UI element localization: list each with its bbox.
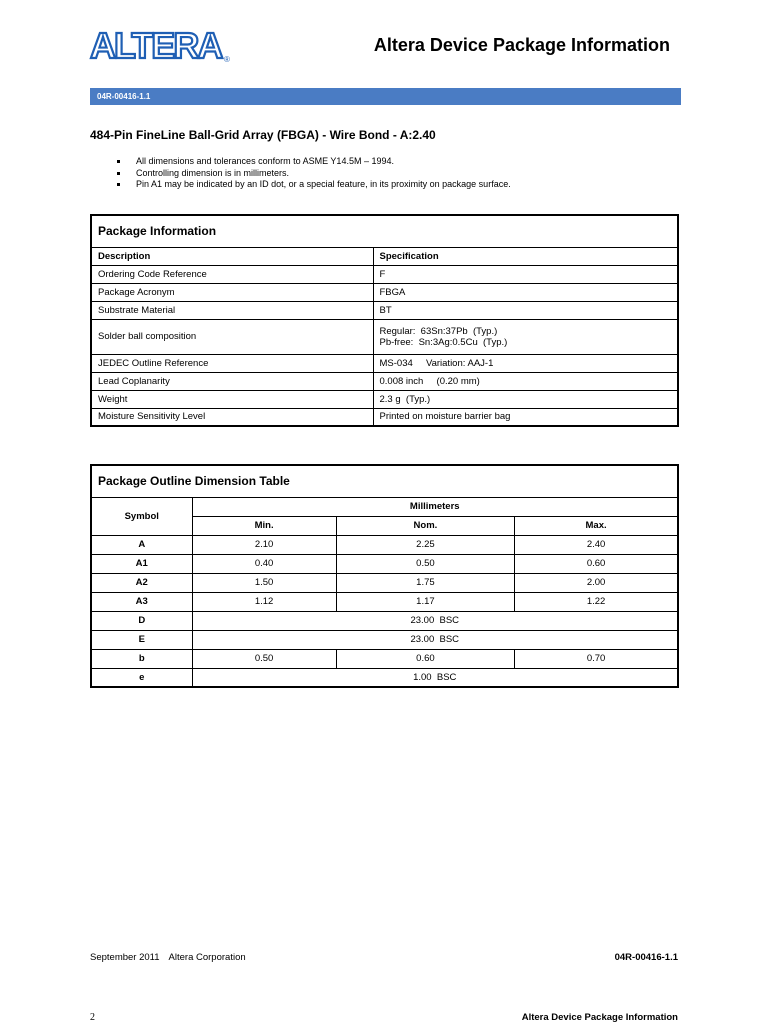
specification-cell	[373, 319, 678, 354]
span-value-cell: 1.00 BSC	[192, 668, 678, 687]
min-cell: 2.10	[192, 535, 336, 554]
table-row	[91, 554, 678, 573]
max-cell: 2.40	[515, 535, 678, 554]
specification-cell: MS-034 Variation: AAJ-1	[373, 354, 678, 372]
table-caption: Package Information	[91, 215, 678, 247]
spec-line: Pb-free: Sn:3Ag:0.5Cu (Typ.)	[379, 336, 508, 348]
symbol-cell: b	[91, 649, 192, 668]
nom-cell: 2.25	[336, 535, 514, 554]
footer-company: Altera Corporation	[168, 952, 246, 963]
bullet-square-icon	[117, 172, 120, 175]
column-header-symbol: Symbol	[91, 497, 192, 535]
description-cell: Package Acronym	[91, 283, 373, 301]
bullet-square-icon	[117, 160, 120, 163]
package-information-table	[90, 214, 679, 427]
description-cell: JEDEC Outline Reference	[91, 354, 373, 372]
table-row	[91, 319, 678, 354]
altera-logo	[88, 26, 236, 66]
notes-list	[117, 156, 511, 191]
symbol-cell: e	[91, 668, 192, 687]
table-row	[91, 611, 678, 630]
running-title: Altera Device Package Information	[521, 1012, 678, 1023]
symbol-cell: D	[91, 611, 192, 630]
table-row	[91, 283, 678, 301]
document-id-bar: 04R-00416-1.1	[90, 88, 681, 105]
table-row	[91, 649, 678, 668]
table-row	[91, 573, 678, 592]
dimension-table	[90, 464, 679, 688]
list-item: Pin A1 may be indicated by an ID dot, or a special feature, in its proximity on package surface.	[117, 179, 511, 191]
nom-cell: 0.50	[336, 554, 514, 573]
table-row	[91, 390, 678, 408]
table-row	[91, 372, 678, 390]
span-value-cell: 23.00 BSC	[192, 611, 678, 630]
table-caption: Package Outline Dimension Table	[91, 465, 678, 497]
column-header-description: Description	[91, 247, 373, 265]
table-row	[91, 354, 678, 372]
description-cell: Moisture Sensitivity Level	[91, 408, 373, 426]
specification-cell: 0.008 inch (0.20 mm)	[373, 372, 678, 390]
max-cell: 0.70	[515, 649, 678, 668]
specification-cell: FBGA	[373, 283, 678, 301]
nom-cell: 1.17	[336, 592, 514, 611]
table-row	[91, 265, 678, 283]
description-cell: Substrate Material	[91, 301, 373, 319]
specification-cell: BT	[373, 301, 678, 319]
column-header-max: Max.	[515, 516, 678, 535]
symbol-cell: E	[91, 630, 192, 649]
logo-wordmark: ALTERA	[90, 26, 222, 66]
symbol-cell: A2	[91, 573, 192, 592]
max-cell: 2.00	[515, 573, 678, 592]
spec-line: Regular: 63Sn:37Pb (Typ.)	[379, 325, 498, 337]
specification-cell: F	[373, 265, 678, 283]
table-row	[91, 630, 678, 649]
footer-date: September 2011	[90, 952, 160, 963]
description-cell: Solder ball composition	[91, 319, 373, 354]
registered-mark: ®	[224, 55, 230, 64]
description-cell: Weight	[91, 390, 373, 408]
specification-cell: 2.3 g (Typ.)	[373, 390, 678, 408]
description-cell: Ordering Code Reference	[91, 265, 373, 283]
column-header-nom: Nom.	[336, 516, 514, 535]
column-header-millimeters: Millimeters	[192, 497, 678, 516]
min-cell: 0.40	[192, 554, 336, 573]
table-row	[91, 301, 678, 319]
min-cell: 0.50	[192, 649, 336, 668]
min-cell: 1.50	[192, 573, 336, 592]
symbol-cell: A1	[91, 554, 192, 573]
list-item: All dimensions and tolerances conform to ASME Y14.5M – 1994.	[117, 156, 511, 168]
nom-cell: 0.60	[336, 649, 514, 668]
column-header-specification: Specification	[373, 247, 678, 265]
page-number: 2	[90, 1012, 95, 1023]
span-value-cell: 23.00 BSC	[192, 630, 678, 649]
section-title: 484-Pin FineLine Ball-Grid Array (FBGA) - Wire Bond - A:2.40	[90, 128, 436, 142]
specification-cell: Printed on moisture barrier bag	[373, 408, 678, 426]
column-header-min: Min.	[192, 516, 336, 535]
footer-doc-id: 04R-00416-1.1	[614, 952, 678, 963]
table-row	[91, 592, 678, 611]
max-cell: 0.60	[515, 554, 678, 573]
min-cell: 1.12	[192, 592, 336, 611]
table-row	[91, 668, 678, 687]
symbol-cell: A3	[91, 592, 192, 611]
list-item: Controlling dimension is in millimeters.	[117, 168, 511, 180]
symbol-cell: A	[91, 535, 192, 554]
nom-cell: 1.75	[336, 573, 514, 592]
footer-left	[90, 952, 246, 963]
table-row	[91, 408, 678, 426]
max-cell: 1.22	[515, 592, 678, 611]
document-title: Altera Device Package Information	[373, 35, 670, 55]
description-cell: Lead Coplanarity	[91, 372, 373, 390]
table-row	[91, 535, 678, 554]
bullet-square-icon	[117, 183, 120, 186]
